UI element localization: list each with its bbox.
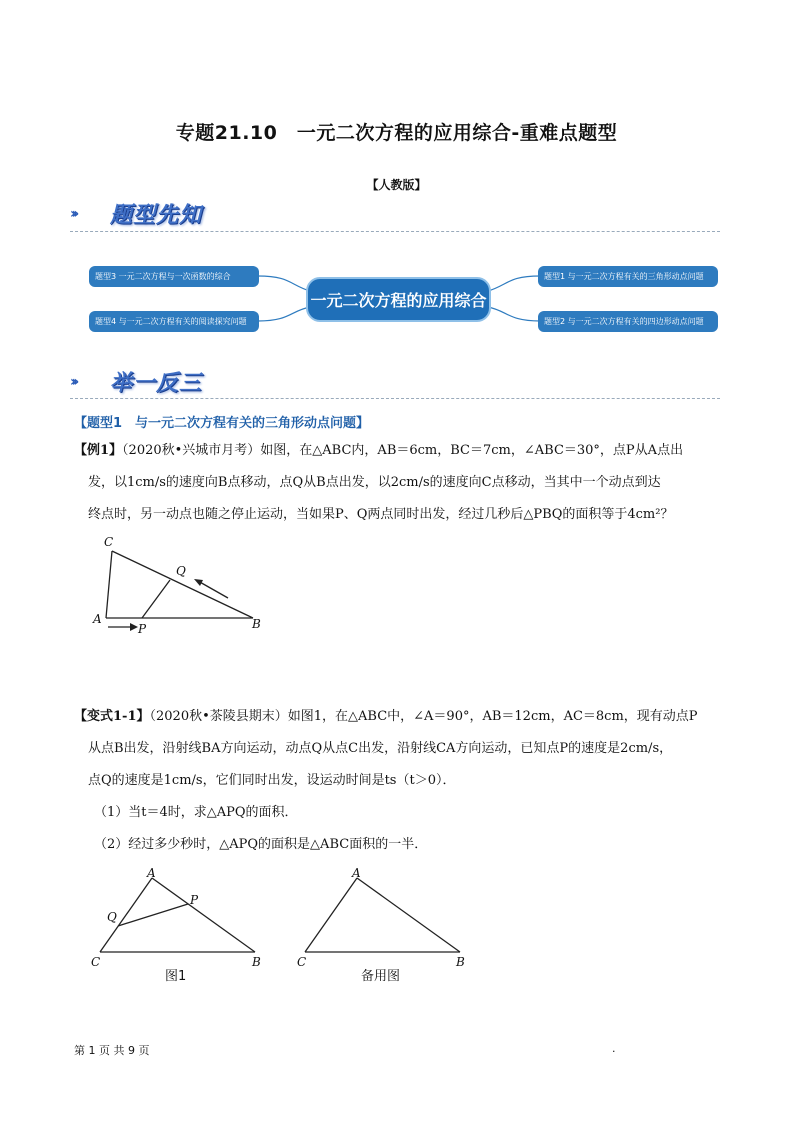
mindmap-node-type3: 题型3 一元二次方程与一次函数的综合 [89, 266, 259, 287]
banner-examples-text: 举一反三 [110, 370, 203, 396]
figure1-caption: 图1 [165, 969, 187, 984]
fig1-label-b: B [252, 617, 261, 631]
fig1-label-p: P [138, 622, 147, 636]
fig1-label-a: A [93, 612, 102, 626]
mindmap-node-type4: 题型4 与一元二次方程有关的阅读探究问题 [89, 311, 259, 332]
fig3-label-b: B [456, 955, 465, 969]
fig1-label-q: Q [176, 564, 186, 578]
fig2-label-b: B [252, 955, 261, 969]
fig2-label-q: Q [107, 910, 117, 924]
example1-label: 【例1】 [74, 443, 123, 458]
variant1-question1: （1）当t＝4时，求△APQ的面积． [94, 805, 298, 820]
chevron-icon: ››› [70, 206, 76, 222]
divider [70, 398, 720, 399]
banner-question-types-text: 题型先知 [110, 202, 203, 228]
variant1-line1: 【变式1-1】（2020秋•茶陵县期末）如图1，在△ABC中，∠A＝90°，AB＝12cm，AC＝8cm，现有动点P [74, 709, 698, 724]
variant1-question2: （2）经过多少秒时，△APQ的面积是△ABC面积的一半． [94, 837, 428, 852]
page-title: 专题21.10 一元二次方程的应用综合-重难点题型 [175, 122, 618, 144]
variant1-line3: 点Q的速度是1cm/s，它们同时出发，设运动时间是ts（t＞0）． [88, 773, 456, 788]
example1-line2: 发，以1cm/s的速度向B点移动，点Q从B点出发，以2cm/s的速度向C点移动，当其中一个动点到达 [88, 475, 661, 490]
page-number: 第 1 页 共 9 页 [74, 1044, 150, 1057]
example1-line3: 终点时，另一动点也随之停止运动，当如果P、Q两点同时出发，经过几秒后△PBQ的面积等于4cm²？ [88, 507, 674, 522]
variant1-line2: 从点B出发，沿射线BA方向运动，动点Q从点C出发，沿射线CA方向运动，已知点P的速度是2cm/s， [88, 741, 673, 756]
mindmap-node-type1: 题型1 与一元二次方程有关的三角形动点问题 [538, 266, 718, 287]
mindmap-node-type2: 题型2 与一元二次方程有关的四边形动点问题 [538, 311, 718, 332]
figure2-caption: 备用图 [361, 969, 401, 984]
variant1-figure2 [300, 868, 475, 963]
edition-label: 【人教版】 [366, 178, 427, 192]
section-heading: 【题型1 与一元二次方程有关的三角形动点问题】 [74, 416, 370, 431]
fig3-label-c: C [297, 955, 307, 969]
mindmap-center: 一元二次方程的应用综合 [306, 277, 491, 322]
fig2-label-c: C [91, 955, 101, 969]
fig1-label-c: C [104, 535, 114, 549]
variant1-label: 【变式1-1】 [74, 709, 150, 724]
chevron-icon: ››› [70, 374, 76, 390]
footer-dot: . [612, 1042, 616, 1055]
fig2-label-p: P [190, 893, 199, 907]
example1-line1: 【例1】（2020秋•兴城市月考）如图，在△ABC内，AB＝6cm，BC＝7cm，∠ABC＝30°，点P从A点出 [74, 443, 684, 458]
divider [70, 231, 720, 232]
variant1-figure1 [95, 868, 275, 963]
fig3-label-a: A [352, 866, 361, 880]
fig2-label-a: A [147, 866, 156, 880]
